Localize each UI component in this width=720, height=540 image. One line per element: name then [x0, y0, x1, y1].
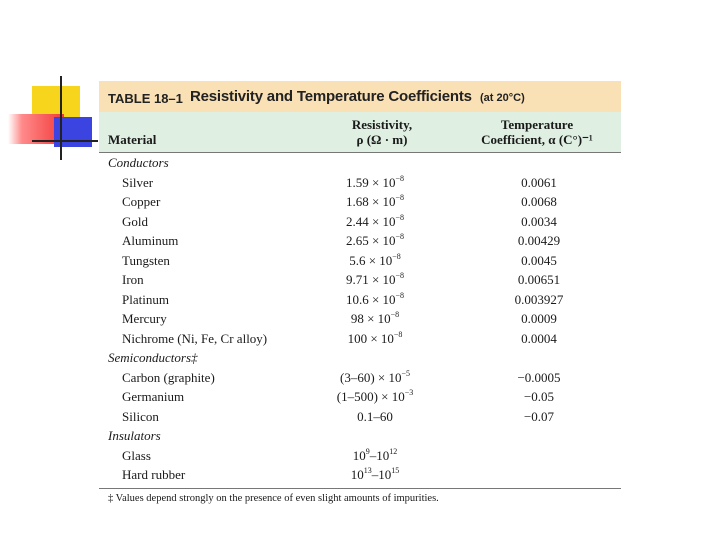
- table-header: [99, 112, 621, 153]
- header-temp-line2: Coefficient, α (C°)⁻¹: [481, 132, 593, 147]
- temp-coefficient-value: 0.0068: [521, 194, 557, 209]
- header-resistivity-line1: Resistivity,: [351, 117, 413, 132]
- section-label-semiconductors: Semiconductors‡: [108, 350, 198, 365]
- resistivity-value: $10^{13}-10^{15}$: [350, 466, 400, 482]
- section-row: [99, 153, 621, 173]
- resistivity-value: $5.6 \times 10^{-8}$: [349, 251, 401, 268]
- section-label-conductors: Conductors: [108, 155, 169, 170]
- resistivity-value: $(1-500) \times 10^{-3}$: [336, 388, 414, 404]
- header-temp-coefficient: [471, 117, 603, 147]
- material-name: Copper: [122, 194, 161, 209]
- resistivity-value: $1.59 \times 10^{-8}$: [345, 173, 405, 190]
- material-name: Nichrome (Ni, Fe, Cr alloy): [122, 330, 268, 346]
- temp-coefficient-value: 0.0045: [521, 252, 557, 268]
- material-name: Iron: [122, 272, 144, 287]
- table-condition: (at 20°C): [480, 92, 525, 104]
- decor-horizontal-line: [32, 140, 98, 142]
- table-row: [99, 231, 621, 251]
- temp-coefficient-value: 0.00651: [517, 272, 561, 287]
- resistivity-value: $2.44 \times 10^{-8}$: [345, 212, 405, 229]
- resistivity-value: $2.65 \times 10^{-8}$: [345, 232, 405, 248]
- material-name: Aluminum: [122, 233, 179, 248]
- table-title: Resistivity and Temperature Coefficients: [190, 88, 472, 105]
- material-name: Gold: [122, 213, 148, 229]
- material-name: Silver: [122, 174, 154, 190]
- temp-coefficient-value: −0.0005: [517, 369, 561, 385]
- table-row: [99, 290, 621, 310]
- resistivity-value: 0.1–60: [357, 408, 393, 424]
- footnote-divider: [99, 488, 621, 489]
- resistivity-value: $100 \times 10^{-8}$: [347, 329, 403, 346]
- table-row: [99, 446, 621, 466]
- header-resistivity: [337, 117, 427, 147]
- resistivity-value: $9.71 \times 10^{-8}$: [345, 271, 405, 287]
- material-name: Platinum: [122, 291, 169, 307]
- table-footnote: ‡ Values depend strongly on the presence of even slight amounts of impurities.: [108, 493, 439, 504]
- temp-coefficient-value: 0.00429: [517, 233, 561, 248]
- decor-vertical-line: [60, 76, 62, 160]
- material-name: Carbon (graphite): [122, 369, 215, 385]
- table-row: [99, 309, 621, 329]
- table-row: [99, 368, 621, 388]
- material-name: Tungsten: [122, 252, 170, 268]
- material-name: Hard rubber: [122, 467, 186, 482]
- resistivity-value: $1.68 \times 10^{-8}$: [345, 193, 405, 209]
- material-name: Glass: [122, 447, 151, 463]
- temp-coefficient-value: 0.0004: [521, 330, 557, 346]
- material-name: Mercury: [122, 311, 167, 326]
- section-row: [99, 348, 621, 368]
- material-name: Silicon: [122, 408, 159, 424]
- table-row: [99, 407, 621, 427]
- table-title-bar: [99, 81, 621, 112]
- resistivity-value: $(3-60) \times 10^{-5}$: [339, 368, 410, 385]
- table-row: [99, 173, 621, 193]
- resistivity-table: [99, 81, 621, 509]
- header-temp-line1: Temperature: [500, 117, 574, 132]
- table-row: [99, 192, 621, 212]
- resistivity-value: $10^9-10^{12}$: [352, 446, 398, 463]
- header-resistivity-line2: ρ (Ω · m): [356, 132, 408, 147]
- material-name: Germanium: [122, 389, 185, 404]
- temp-coefficient-value: 0.003927: [514, 291, 564, 307]
- table-row: [99, 329, 621, 349]
- resistivity-value: $10.6 \times 10^{-8}$: [345, 290, 405, 307]
- section-label-insulators: Insulators: [108, 428, 161, 443]
- table-number: TABLE 18–1: [108, 91, 183, 106]
- section-row: [99, 426, 621, 446]
- header-material: Material: [108, 132, 157, 147]
- table-row: [99, 387, 621, 407]
- temp-coefficient-value: −0.05: [523, 389, 555, 404]
- table-body: [99, 153, 621, 485]
- resistivity-value: $98 \times 10^{-8}$: [350, 310, 400, 326]
- temp-coefficient-value: 0.0061: [521, 174, 557, 190]
- temp-coefficient-value: 0.0009: [521, 311, 557, 326]
- table-row: [99, 251, 621, 271]
- temp-coefficient-value: −0.07: [523, 408, 555, 424]
- table-row: [99, 270, 621, 290]
- table-row: [99, 212, 621, 232]
- temp-coefficient-value: 0.0034: [521, 213, 557, 229]
- table-row: [99, 465, 621, 485]
